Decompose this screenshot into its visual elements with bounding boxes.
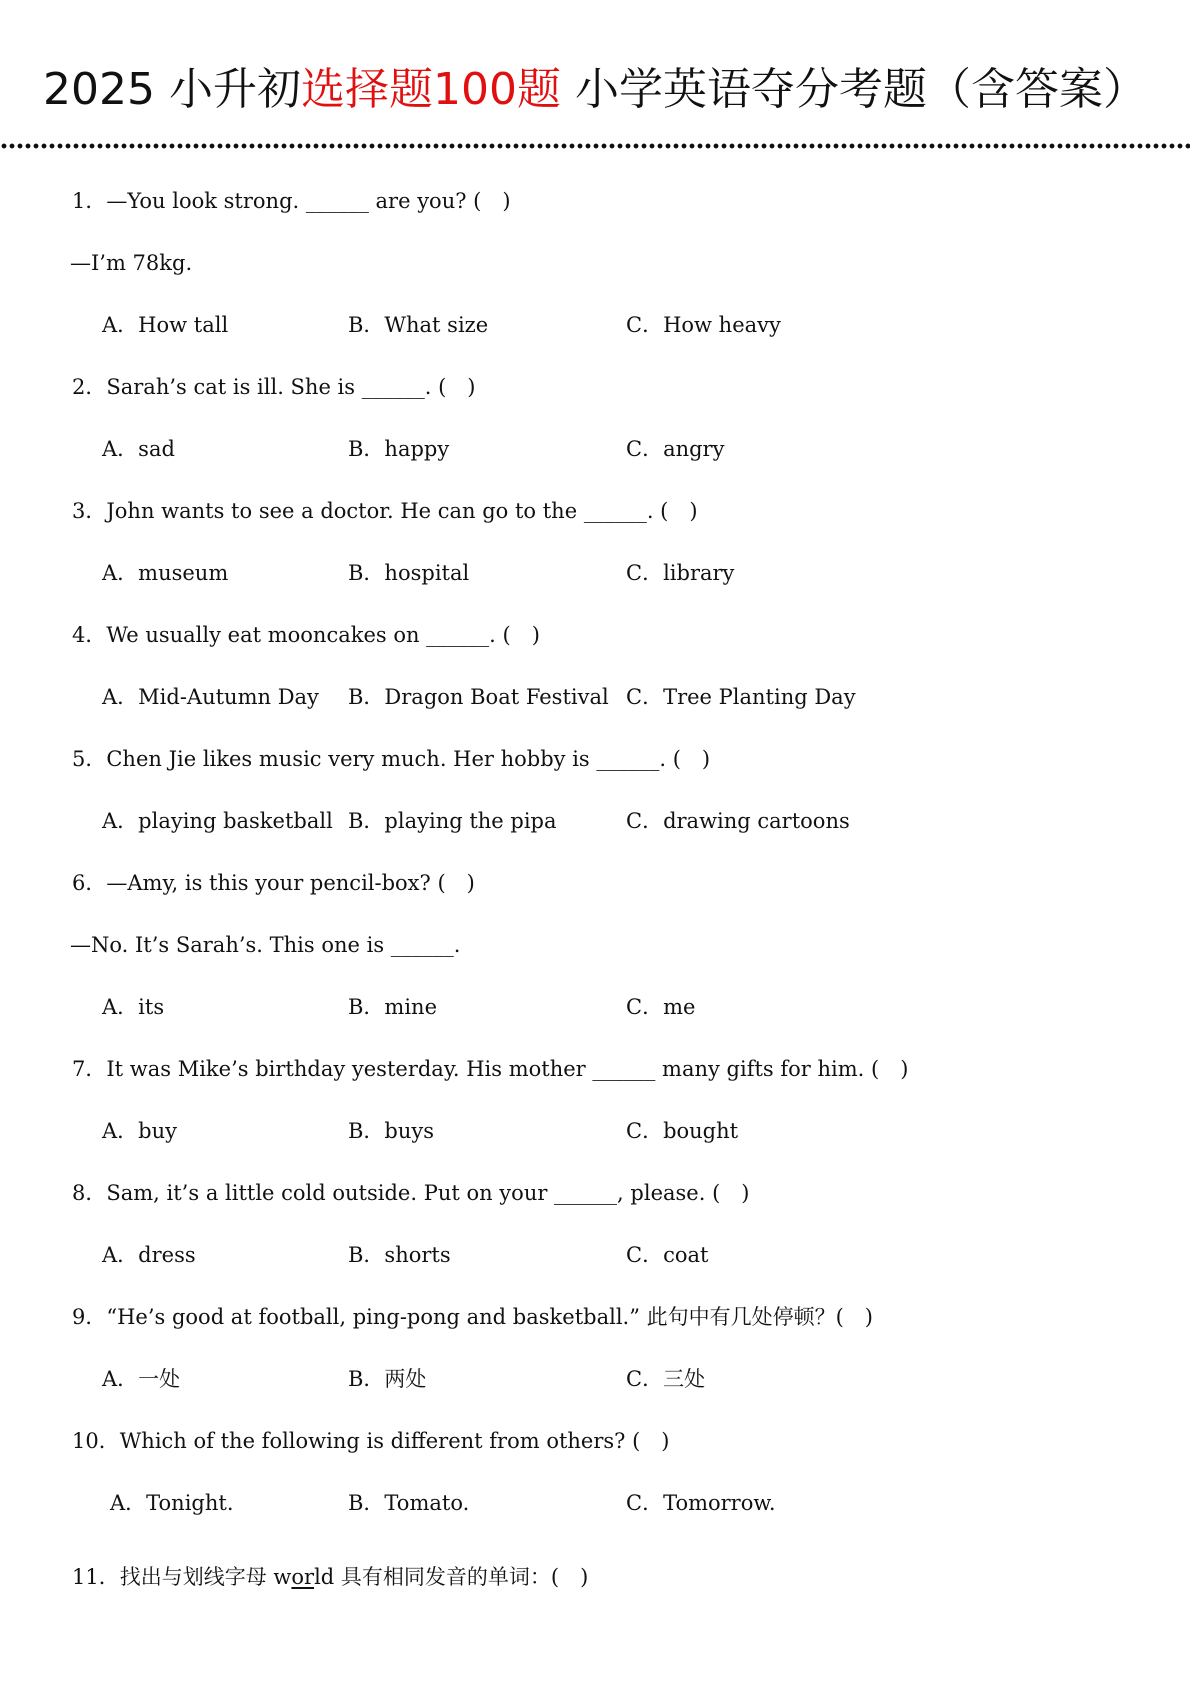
option-c: C．me	[626, 995, 696, 1019]
dotted-divider	[0, 143, 1190, 149]
option-a: A．一处	[102, 1367, 181, 1391]
option-c: C．angry	[626, 437, 725, 461]
option-c: C．drawing cartoons	[626, 809, 850, 833]
option-a: A．sad	[102, 437, 175, 461]
title-highlight: 选择题100题	[300, 64, 561, 115]
option-b: B．mine	[348, 995, 438, 1019]
option-b: B．两处	[348, 1367, 427, 1391]
question-stem: 3．John wants to see a doctor. He can go to the ______. ( )	[72, 499, 698, 523]
question-stem: 2．Sarah’s cat is ill. She is ______. ( )	[72, 375, 476, 399]
question-dialogue-line: —I’m 78kg.	[70, 251, 193, 275]
options-row	[0, 1488, 1190, 1518]
option-a: A．Mid-Autumn Day	[102, 685, 319, 709]
question-stem: 10．Which of the following is different from others? ( )	[72, 1429, 670, 1453]
question-stem: 7．It was Mike’s birthday yesterday. His mother ______ many gifts for him. ( )	[72, 1057, 909, 1081]
option-a: A．buy	[102, 1119, 177, 1143]
option-b: B．hospital	[348, 561, 470, 585]
option-a: A．How tall	[102, 313, 229, 337]
options-row	[0, 992, 1190, 1022]
option-b: B．What size	[348, 313, 489, 337]
question-stem: 1．—You look strong. ______ are you? ( )	[72, 189, 511, 213]
option-a: A．museum	[102, 561, 229, 585]
option-b: B．Dragon Boat Festival	[348, 685, 609, 709]
q11-text-post: ld 具有相同发音的单词：( )	[314, 1565, 589, 1589]
option-c: C．三处	[626, 1367, 706, 1391]
option-c: C．Tree Planting Day	[626, 685, 856, 709]
option-c: C．library	[626, 561, 735, 585]
options-row	[0, 310, 1190, 340]
options-row	[0, 434, 1190, 464]
question-11	[72, 1562, 588, 1592]
question-stem: 8．Sam, it’s a little cold outside. Put on your ______, please. ( )	[72, 1181, 750, 1205]
title-pre: 2025 小升初	[43, 64, 301, 115]
page-title	[0, 58, 1190, 122]
option-b: B．happy	[348, 437, 450, 461]
option-b: B．buys	[348, 1119, 435, 1143]
q11-text-pre: 11．找出与划线字母 w	[72, 1565, 292, 1589]
option-c: C．coat	[626, 1243, 709, 1267]
option-c: C．bought	[626, 1119, 739, 1143]
option-b: B．playing the pipa	[348, 809, 557, 833]
option-a: A．playing basketball	[102, 809, 333, 833]
option-a: A．dress	[102, 1243, 196, 1267]
question-stem: 6．—Amy, is this your pencil-box? ( )	[72, 871, 475, 895]
question-stem: 9．“He’s good at football, ping-pong and basketball.” 此句中有几处停顿？( )	[72, 1305, 874, 1329]
question-stem: 4．We usually eat mooncakes on ______. ( )	[72, 623, 540, 647]
options-row	[0, 1364, 1190, 1394]
title-post: 小学英语夺分考题（含答案）	[560, 64, 1147, 115]
option-c: C．How heavy	[626, 313, 781, 337]
options-row	[0, 1116, 1190, 1146]
question-stem: 5．Chen Jie likes music very much. Her hobby is ______. ( )	[72, 747, 711, 771]
options-row	[0, 1240, 1190, 1270]
options-row	[0, 558, 1190, 588]
option-c: C．Tomorrow.	[626, 1491, 776, 1515]
option-b: B．shorts	[348, 1243, 451, 1267]
option-a: A．its	[102, 995, 165, 1019]
q11-underlined-letters: or	[291, 1565, 315, 1589]
options-row	[0, 806, 1190, 836]
options-row	[0, 682, 1190, 712]
option-b: B．Tomato.	[348, 1491, 470, 1515]
question-dialogue-line: —No. It’s Sarah’s. This one is ______.	[70, 933, 461, 957]
option-a: A．Tonight.	[110, 1491, 234, 1515]
